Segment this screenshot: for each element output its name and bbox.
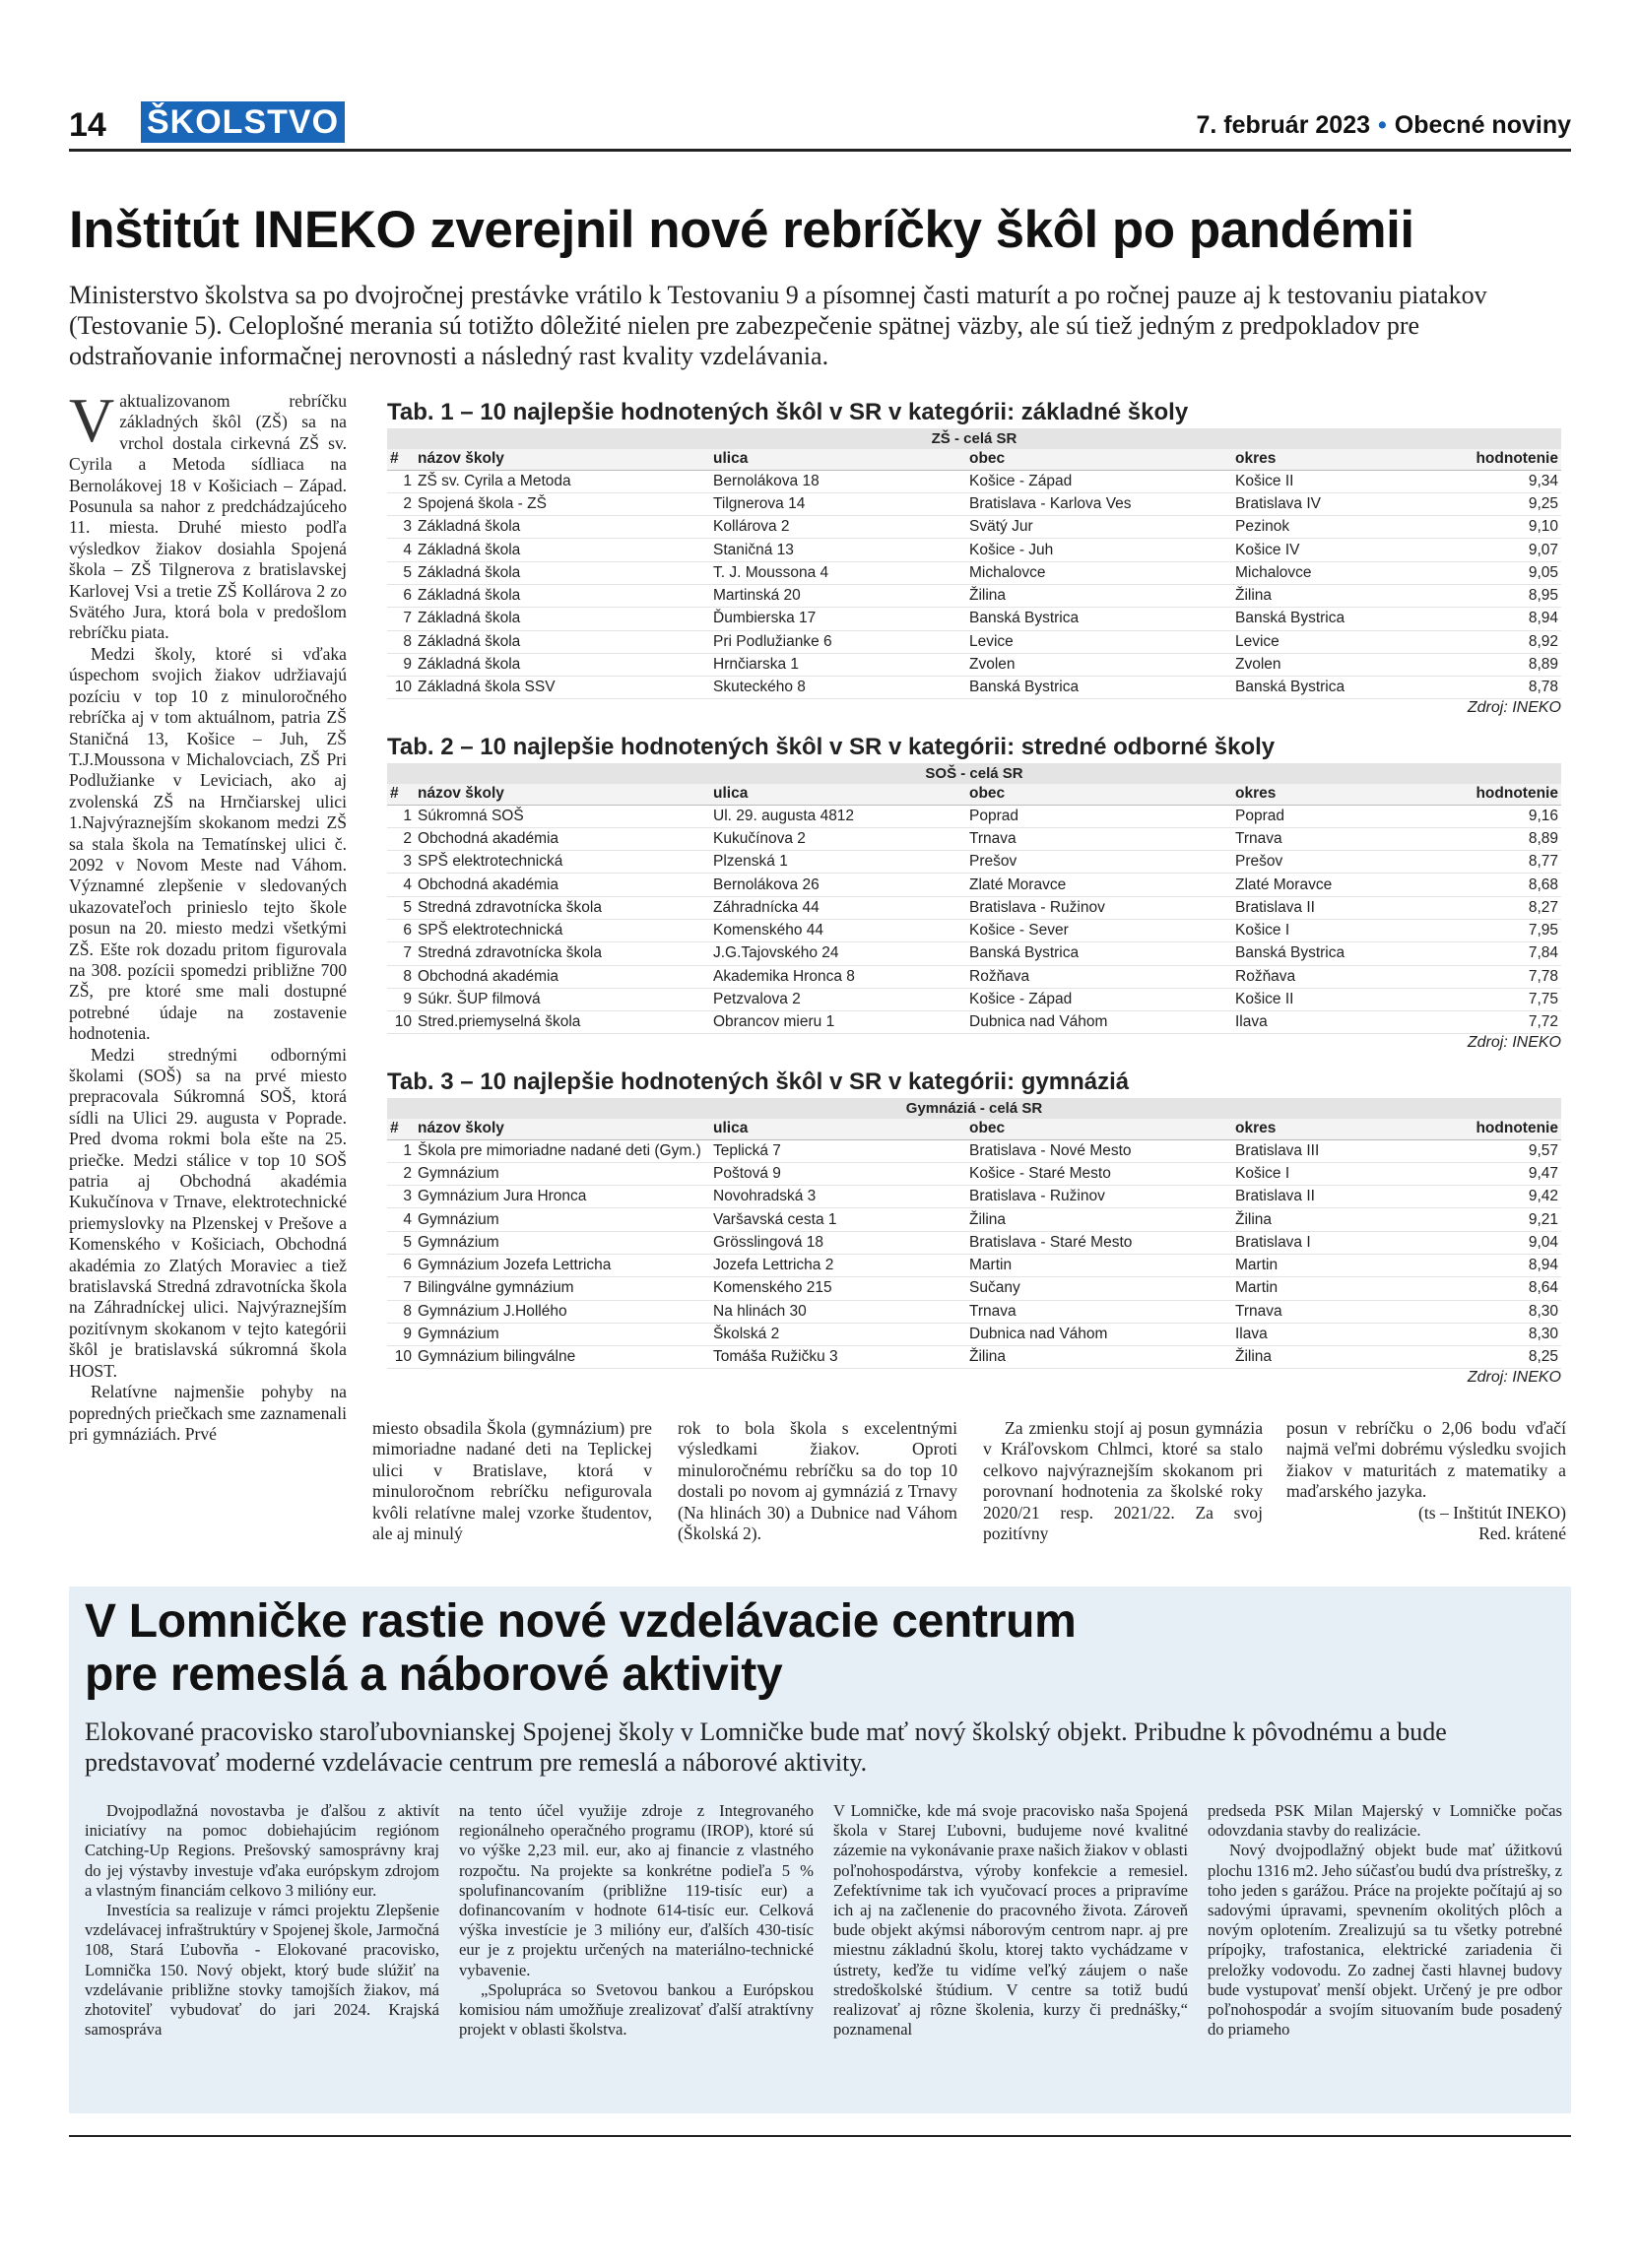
- table-cell: Levice: [966, 630, 1232, 653]
- table-row: [387, 1011, 1561, 1034]
- table-cell: Gymnázium Jura Hronca: [415, 1186, 710, 1208]
- column-header: názov školy: [415, 784, 710, 805]
- issue-date: 7. február 2023: [1196, 111, 1371, 139]
- table-cell: Žilina: [1232, 1208, 1464, 1231]
- table-cell: Bratislava I: [1232, 1231, 1464, 1254]
- table-cell: Levice: [1232, 630, 1464, 653]
- table-cell: ZŠ sv. Cyrila a Metoda: [415, 470, 710, 492]
- header-rule: [69, 149, 1571, 152]
- table-cell: Banská Bystrica: [966, 942, 1232, 965]
- table-row: [387, 965, 1561, 988]
- table-cell: 8: [387, 630, 415, 653]
- table-cell: Ďumbierska 17: [710, 608, 966, 630]
- table-row: [387, 1208, 1561, 1231]
- article2-column-1: Dvojpodlažná novostavba je ďalšou z aktivít iniciatívy na pomoc dobiehajúcim regiónom Catching-Up Regions. Prešovský samosprávny kraj do jej výstavby investuje vďaka európskym zdrojom a vlastným financiám celkovo 3 milióny eur. Investícia sa realizuje v rámci projektu Zlepšenie vzdelávacej infraštruktúry v Spojenej škole, Jarmočná 108, Stará Ľubovňa - Elokované pracovisko, Lomnička 150. Nový objekt, ktorý bude slúžiť na vzdelávanie približne stovky tamojších žiakov, má zhotoviteľ vybudovať do jari 2024. Krajská samospráva: [85, 1801, 439, 2040]
- table-row: [387, 516, 1561, 539]
- table-cell: Základná škola: [415, 516, 710, 539]
- table-subtitle: ZŠ - celá SR: [387, 428, 1561, 449]
- table-cell: Pri Podlužianke 6: [710, 630, 966, 653]
- page-number: 14: [69, 106, 106, 144]
- table-row: [387, 539, 1561, 561]
- table-cell: 7,78: [1464, 965, 1561, 988]
- table-cell: 9: [387, 653, 415, 676]
- table-cell: Základná škola: [415, 539, 710, 561]
- table-cell: Banská Bystrica: [966, 608, 1232, 630]
- footer-rule: [69, 2135, 1571, 2137]
- article1-para-3: Medzi strednými odbornými školami (SOŠ) sa na prvé miesto prepracovala Súkromná SOŠ, ktorá sídli na Ulici 29. augusta v Poprade. Pred dvoma rokmi bola ešte na 25. priečke. Medzi stálice v top 10 SOŠ patria aj Obchodná akadémia Kukučínova v Trnave, elektrotechnické priemyslovky na Plzenskej v Prešove a Komenského v Košiciach, Obchodná akadémia zo Zlatých Moraviec a tiež bratislavská Stredná zdravotnícka škola na Záhradníckej ulici. Najvýraznejším pozitívnym skokanom v tejto kategórii škôl je bratislavská súkromná škola HOST.: [69, 1044, 347, 1381]
- table-cell: 8,94: [1464, 1254, 1561, 1276]
- table-cell: Na hlinách 30: [710, 1300, 966, 1323]
- table-header-row: [387, 1119, 1561, 1139]
- table-cell: 10: [387, 1011, 415, 1034]
- table-cell: 8,95: [1464, 584, 1561, 607]
- table-cell: Základná škola: [415, 630, 710, 653]
- table-cell: Žilina: [1232, 584, 1464, 607]
- table-cell: Základná škola: [415, 608, 710, 630]
- table-cell: Jozefa Lettricha 2: [710, 1254, 966, 1276]
- table-row: [387, 805, 1561, 827]
- table-cell: T. J. Moussona 4: [710, 561, 966, 584]
- table-cell: Záhradnícka 44: [710, 896, 966, 919]
- table-cell: Bratislava - Ružinov: [966, 896, 1232, 919]
- table-cell: J.G.Tajovského 24: [710, 942, 966, 965]
- article1-column-5: posun v rebríčku o 2,06 bodu vďačí najmä veľmi dobrému výsledku svojich žiakov v maturitách z matematiky a maďarského jazyka. (ts – Inštitút INEKO) Red. krátené: [1286, 1418, 1566, 1544]
- table-cell: 3: [387, 516, 415, 539]
- table-cell: 9,57: [1464, 1139, 1561, 1162]
- table-cell: 8: [387, 965, 415, 988]
- table-cell: Základná škola: [415, 653, 710, 676]
- table-cell: Žilina: [966, 1208, 1232, 1231]
- table-row: [387, 1300, 1561, 1323]
- table-row: [387, 1277, 1561, 1300]
- table-cell: Trnava: [966, 827, 1232, 850]
- column-header: ulica: [710, 449, 966, 470]
- ranking-table-3: [387, 1069, 1561, 1387]
- table-cell: 9: [387, 1323, 415, 1345]
- table-cell: Komenského 215: [710, 1277, 966, 1300]
- article1-column-3: rok to bola škola s excelentnými výsledkami žiakov. Oproti minuloročnému rebríčku sa do top 10 dostali po novom aj gymnáziá z Trnavy (Na hlinách 30) a Dubnice nad Váhom (Školská 2).: [678, 1418, 957, 1544]
- table-cell: 10: [387, 677, 415, 699]
- table-cell: Komenského 44: [710, 919, 966, 941]
- table-title: Tab. 3 – 10 najlepšie hodnotených škôl v SR v kategórii: gymnáziá: [387, 1069, 1130, 1095]
- table-source: Zdroj: INEKO: [1467, 1369, 1561, 1387]
- table-cell: 8,92: [1464, 630, 1561, 653]
- table-cell: Novohradská 3: [710, 1186, 966, 1208]
- table-cell: 4: [387, 539, 415, 561]
- table-cell: Gymnázium Jozefa Lettricha: [415, 1254, 710, 1276]
- table-cell: Tomáša Ružičku 3: [710, 1346, 966, 1369]
- table-cell: Spojená škola - ZŠ: [415, 492, 710, 515]
- issue-info: [1197, 111, 1571, 140]
- table-cell: Košice I: [1232, 919, 1464, 941]
- table-cell: Košice - Juh: [966, 539, 1232, 561]
- table-row: [387, 1346, 1561, 1369]
- table-cell: Zlaté Moravce: [1232, 874, 1464, 896]
- table-cell: Stredná zdravotnícka škola: [415, 942, 710, 965]
- table-cell: Martin: [1232, 1277, 1464, 1300]
- rankings-table: [387, 449, 1561, 699]
- table-cell: Žilina: [966, 584, 1232, 607]
- table-cell: Bilingválne gymnázium: [415, 1277, 710, 1300]
- table-cell: Michalovce: [1232, 561, 1464, 584]
- table-cell: Škola pre mimoriadne nadané deti (Gym.): [415, 1139, 710, 1162]
- table-cell: Košice - Západ: [966, 470, 1232, 492]
- table-cell: Banská Bystrica: [966, 677, 1232, 699]
- table-row: [387, 1254, 1561, 1276]
- table-header-row: [387, 784, 1561, 805]
- table-row: [387, 896, 1561, 919]
- table-cell: Pezinok: [1232, 516, 1464, 539]
- table-cell: Obchodná akadémia: [415, 965, 710, 988]
- paper-name: Obecné noviny: [1394, 111, 1571, 139]
- table-cell: 6: [387, 919, 415, 941]
- table-cell: 7: [387, 608, 415, 630]
- table-cell: Prešov: [1232, 851, 1464, 874]
- table-cell: Trnava: [966, 1300, 1232, 1323]
- table-cell: Základná škola: [415, 561, 710, 584]
- table-cell: Zlaté Moravce: [966, 874, 1232, 896]
- table-cell: Bratislava IV: [1232, 492, 1464, 515]
- article1-lead: Ministerstvo školstva sa po dvojročnej prestávke vrátilo k Testovaniu 9 a písomnej časti maturít a po ročnej pauze aj k testovaniu piatakov (Testovanie 5). Celoplošné merania sú totižto dôležité nielen pre zabezpečenie spätnej väzby, ale sú tiež jedným z predpokladov pre odstraňovanie informačnej nerovnosti a následný rast kvality vzdelávania.: [69, 281, 1487, 370]
- table-subtitle: Gymnáziá - celá SR: [387, 1098, 1561, 1119]
- drop-cap: V: [69, 385, 115, 455]
- table-cell: Martin: [1232, 1254, 1464, 1276]
- column-header: obec: [966, 784, 1232, 805]
- table-cell: Banská Bystrica: [1232, 677, 1464, 699]
- article1-para-4: Relatívne najmenšie pohyby na popredných priečkach sme zaznamenali pri gymnáziách. Prvé: [69, 1382, 347, 1444]
- article1-title: Inštitút INEKO zverejnil nové rebríčky škôl po pandémii: [69, 201, 1414, 259]
- table-cell: 4: [387, 874, 415, 896]
- table-title: Tab. 2 – 10 najlepšie hodnotených škôl v SR v kategórii: stredné odborné školy: [387, 734, 1276, 760]
- table-row: [387, 1139, 1561, 1162]
- table-cell: 7: [387, 1277, 415, 1300]
- article1-column-2: miesto obsadila Škola (gymnázium) pre mimoriadne nadané deti na Teplickej ulici v Bratislave, ktorá v minuloročnom rebríčku nefigurovala kvôli relatívne malej vzorke študentov, ale aj minulý: [372, 1418, 652, 1544]
- table-cell: Obchodná akadémia: [415, 874, 710, 896]
- table-subtitle: SOŠ - celá SR: [387, 763, 1561, 784]
- table-cell: Košice - Sever: [966, 919, 1232, 941]
- table-cell: 8,77: [1464, 851, 1561, 874]
- table-cell: Gymnázium: [415, 1231, 710, 1254]
- article2-lead: Elokované pracovisko staroľubovnianskej Spojenej školy v Lomničke bude mať nový školský objekt. Pribudne k pôvodnému a bude predstavovať moderné vzdelávacie centrum pre remeslá a náborové aktivity.: [85, 1717, 1447, 1777]
- table-cell: Poprad: [1232, 805, 1464, 827]
- table-row: [387, 561, 1561, 584]
- table-row: [387, 851, 1561, 874]
- column-header: #: [387, 449, 415, 470]
- column-header: okres: [1232, 784, 1464, 805]
- table-cell: 8,25: [1464, 1346, 1561, 1369]
- table-cell: 7,95: [1464, 919, 1561, 941]
- table-cell: Zvolen: [966, 653, 1232, 676]
- article1-source: (ts – Inštitút INEKO): [1417, 1502, 1566, 1523]
- table-cell: Trnava: [1232, 1300, 1464, 1323]
- table-cell: Gymnázium: [415, 1323, 710, 1345]
- table-cell: Banská Bystrica: [1232, 942, 1464, 965]
- table-cell: 9,16: [1464, 805, 1561, 827]
- separator-dot: •: [1378, 111, 1387, 139]
- table-cell: Bernolákova 26: [710, 874, 966, 896]
- table-cell: Kukučínova 2: [710, 827, 966, 850]
- article2-column-3: V Lomničke, kde má svoje pracovisko naša Spojená škola v Starej Ľubovni, budujeme nové kvalitné zázemie na vykonávanie praxe našich žiakov v oblasti poľnohospodárstva, výroby konfekcie a remesiel. Zefektívnime tak ich vyučovací proces a pripravíme ich aj na začlenenie do pracovného života. Zároveň bude objekt akýmsi náborovým centrom napr. aj pre miestnu základnú školu, ktorej takto vychádzame v ústrety, keďže tu vidíme veľký záujem o naše stredoškolské štúdium. V centre sa totiž budú realizovať aj rôzne školenia, kurzy či prednášky,“ poznamenal: [833, 1801, 1188, 2040]
- article2-title: V Lomničke rastie nové vzdelávacie centrum pre remeslá a náborové aktivity: [85, 1595, 1077, 1701]
- column-header: #: [387, 784, 415, 805]
- table-cell: 2: [387, 1162, 415, 1185]
- table-cell: 7: [387, 942, 415, 965]
- article1-column-4: Za zmienku stojí aj posun gymnázia v Kráľovskom Chlmci, ktoré sa stalo celkovo najvýraznejším skokanom pri porovnaní hodnotenia za školské roky 2020/21 resp. 2021/22. Za svoj pozitívny: [983, 1418, 1263, 1544]
- table-cell: Gymnázium: [415, 1162, 710, 1185]
- table-cell: 2: [387, 492, 415, 515]
- article2-column-4: predseda PSK Milan Majerský v Lomničke počas odovzdania stavby do realizácie. Nový dvojpodlažný objekt bude mať úžitkovú plochu 1316 m2. Jeho súčasťou budú dva prístrešky, z toho jeden s garážou. Práce na projekte počítajú aj so sadovými úpravami, spevnením okolitých plôch a novým oplotením. Zrealizujú sa tu všetky potrebné prípojky, trafostanica, elektrické zariadenia či preložky vodovodu. Zo zadnej časti hlavnej budovy bude vystupovať menší objekt. Určený je pre odbor poľnohospodár a svojím situovaním bude posadený do priameho: [1208, 1801, 1562, 2040]
- column-header: okres: [1232, 1119, 1464, 1139]
- table-cell: Zvolen: [1232, 653, 1464, 676]
- ranking-table-2: [387, 734, 1561, 1052]
- table-cell: Poprad: [966, 805, 1232, 827]
- column-header: hodnotenie: [1464, 1119, 1561, 1139]
- table-cell: 9: [387, 988, 415, 1010]
- table-cell: Bratislava - Ružinov: [966, 1186, 1232, 1208]
- table-row: [387, 988, 1561, 1010]
- table-cell: 5: [387, 1231, 415, 1254]
- table-cell: 1: [387, 1139, 415, 1162]
- table-cell: Bratislava III: [1232, 1139, 1464, 1162]
- article1-column-1: [69, 385, 347, 1445]
- table-cell: 9,42: [1464, 1186, 1561, 1208]
- table-cell: 8,64: [1464, 1277, 1561, 1300]
- table-cell: 9,07: [1464, 539, 1561, 561]
- table-cell: 6: [387, 584, 415, 607]
- table-cell: Bratislava - Staré Mesto: [966, 1231, 1232, 1254]
- table-row: [387, 492, 1561, 515]
- table-cell: 8,94: [1464, 608, 1561, 630]
- table-cell: 7,75: [1464, 988, 1561, 1010]
- table-row: [387, 942, 1561, 965]
- table-cell: Ilava: [1232, 1323, 1464, 1345]
- article1-para-2: Medzi školy, ktoré si vďaka úspechom svojich žiakov udržiavajú pozíciu v top 10 z minuloročného rebríčka aj v tom aktuálnom, patria ZŠ Staničná 13, Košice – Juh, ZŠ T.J.Moussona v Michalovciach, ZŠ Pri Podlužianke v Leviciach, ako aj zvolenská ZŠ na Hrnčiarskej ulici 1.Najvýraznejším skokanom medzi ZŠ sa stala škola na Tematínskej ulici č. 2092 v Novom Meste nad Váhom. Významné zlepšenie v sledovaných ukazovateľoch prinieslo tejto škole posun na 20. miesto medzi všetkými ZŠ. Ešte rok dozadu pritom figurovala na 308. pozícii spomedzi približne 700 ZŠ, pre ktoré sme mali dostupné potrebné údaje na zostavenie hodnotenia.: [69, 643, 347, 1044]
- rankings-table: [387, 1119, 1561, 1369]
- table-cell: 9,05: [1464, 561, 1561, 584]
- column-header: obec: [966, 1119, 1232, 1139]
- table-cell: Trnava: [1232, 827, 1464, 850]
- table-cell: Základná škola SSV: [415, 677, 710, 699]
- table-cell: Varšavská cesta 1: [710, 1208, 966, 1231]
- table-cell: 10: [387, 1346, 415, 1369]
- table-cell: Gymnázium: [415, 1208, 710, 1231]
- table-cell: Banská Bystrica: [1232, 608, 1464, 630]
- table-cell: 2: [387, 827, 415, 850]
- table-cell: Skuteckého 8: [710, 677, 966, 699]
- table-cell: 8,27: [1464, 896, 1561, 919]
- table-cell: Hrnčiarska 1: [710, 653, 966, 676]
- table-cell: Bernolákova 18: [710, 470, 966, 492]
- table-cell: Žilina: [1232, 1346, 1464, 1369]
- table-cell: Súkr. ŠUP filmová: [415, 988, 710, 1010]
- table-cell: Petzvalova 2: [710, 988, 966, 1010]
- table-cell: Kollárova 2: [710, 516, 966, 539]
- table-cell: 8,78: [1464, 677, 1561, 699]
- table-row: [387, 1323, 1561, 1345]
- table-row: [387, 630, 1561, 653]
- table-cell: Prešov: [966, 851, 1232, 874]
- table-cell: Gymnázium J.Hollého: [415, 1300, 710, 1323]
- table-cell: Teplická 7: [710, 1139, 966, 1162]
- table-cell: 4: [387, 1208, 415, 1231]
- table-cell: Gymnázium bilingválne: [415, 1346, 710, 1369]
- table-cell: Plzenská 1: [710, 851, 966, 874]
- table-cell: Rožňava: [1232, 965, 1464, 988]
- table-cell: Košice - Staré Mesto: [966, 1162, 1232, 1185]
- table-cell: Dubnica nad Váhom: [966, 1323, 1232, 1345]
- column-header: ulica: [710, 784, 966, 805]
- table-cell: 9,34: [1464, 470, 1561, 492]
- table-row: [387, 677, 1561, 699]
- table-cell: 7,84: [1464, 942, 1561, 965]
- table-cell: SPŠ elektrotechnická: [415, 919, 710, 941]
- column-header: #: [387, 1119, 415, 1139]
- rankings-table: [387, 784, 1561, 1034]
- table-cell: Staničná 13: [710, 539, 966, 561]
- article2-column-2: na tento účel využije zdroje z Integrovaného regionálneho operačného programu (IROP), ktoré sú vo výške 2,23 mil. eur, ako aj financie z vlastného rozpočtu. Na projekte sa konkrétne podieľa 5 % spolufinancovaním (približne 119-tisíc eur) a dofinancovaním v hodnote 614-tisíc eur. Celková výška investície je 3 milióny eur, ďalších 430-tisíc eur je z projektu určených na materiálno-technické vybavenie. „Spolupráca so Svetovou bankou a Európskou komisiou nám umožňuje zrealizovať ďalší atraktívny projekt v oblasti školstva.: [459, 1801, 814, 2040]
- table-row: [387, 653, 1561, 676]
- column-header: ulica: [710, 1119, 966, 1139]
- table-cell: Obchodná akadémia: [415, 827, 710, 850]
- table-row: [387, 1186, 1561, 1208]
- table-row: [387, 470, 1561, 492]
- table-cell: 8,30: [1464, 1323, 1561, 1345]
- table-cell: 9,47: [1464, 1162, 1561, 1185]
- table-cell: 8: [387, 1300, 415, 1323]
- table-header-row: [387, 449, 1561, 470]
- table-cell: 7,72: [1464, 1011, 1561, 1034]
- table-row: [387, 874, 1561, 896]
- table-cell: 1: [387, 805, 415, 827]
- table-cell: Školská 2: [710, 1323, 966, 1345]
- column-header: názov školy: [415, 1119, 710, 1139]
- table-cell: Košice II: [1232, 988, 1464, 1010]
- table-row: [387, 608, 1561, 630]
- table-cell: Martinská 20: [710, 584, 966, 607]
- table-cell: 5: [387, 896, 415, 919]
- column-header: názov školy: [415, 449, 710, 470]
- table-cell: Tilgnerova 14: [710, 492, 966, 515]
- table-cell: Košice II: [1232, 470, 1464, 492]
- table-cell: Základná škola: [415, 584, 710, 607]
- table-cell: Košice I: [1232, 1162, 1464, 1185]
- table-cell: Poštová 9: [710, 1162, 966, 1185]
- column-header: hodnotenie: [1464, 449, 1561, 470]
- table-cell: SPŠ elektrotechnická: [415, 851, 710, 874]
- table-cell: 8,30: [1464, 1300, 1561, 1323]
- column-header: obec: [966, 449, 1232, 470]
- article1-editor-note: Red. krátené: [1478, 1523, 1566, 1544]
- table-cell: 1: [387, 470, 415, 492]
- table-cell: 5: [387, 561, 415, 584]
- table-source: Zdroj: INEKO: [1467, 1034, 1561, 1052]
- table-title: Tab. 1 – 10 najlepšie hodnotených škôl v SR v kategórii: základné školy: [387, 399, 1189, 425]
- table-cell: 9,04: [1464, 1231, 1561, 1254]
- table-cell: Michalovce: [966, 561, 1232, 584]
- table-cell: 6: [387, 1254, 415, 1276]
- table-cell: 8,89: [1464, 827, 1561, 850]
- table-cell: Súkromná SOŠ: [415, 805, 710, 827]
- table-row: [387, 919, 1561, 941]
- table-cell: 8,89: [1464, 653, 1561, 676]
- column-header: okres: [1232, 449, 1464, 470]
- column-header: hodnotenie: [1464, 784, 1561, 805]
- table-cell: Stredná zdravotnícka škola: [415, 896, 710, 919]
- table-row: [387, 827, 1561, 850]
- table-row: [387, 1231, 1561, 1254]
- table-cell: Bratislava - Karlova Ves: [966, 492, 1232, 515]
- table-cell: Obrancov mieru 1: [710, 1011, 966, 1034]
- ranking-table-1: [387, 399, 1561, 717]
- table-cell: 3: [387, 851, 415, 874]
- table-cell: Stred.priemyselná škola: [415, 1011, 710, 1034]
- table-cell: Grösslingová 18: [710, 1231, 966, 1254]
- table-cell: 9,25: [1464, 492, 1561, 515]
- table-cell: Bratislava II: [1232, 1186, 1464, 1208]
- table-cell: Rožňava: [966, 965, 1232, 988]
- table-source: Zdroj: INEKO: [1467, 699, 1561, 717]
- table-cell: Žilina: [966, 1346, 1232, 1369]
- table-cell: Košice IV: [1232, 539, 1464, 561]
- table-cell: Svätý Jur: [966, 516, 1232, 539]
- table-cell: Martin: [966, 1254, 1232, 1276]
- section-label: ŠKOLSTVO: [141, 101, 345, 143]
- table-cell: Ul. 29. augusta 4812: [710, 805, 966, 827]
- table-row: [387, 584, 1561, 607]
- table-cell: Bratislava II: [1232, 896, 1464, 919]
- article1-para-1: Vaktualizovanom rebríčku základných škôl (ZŠ) sa na vrchol dostala cirkevná ZŠ sv. Cyrila a Metoda sídliaca na Bernolákovej 18 v Košiciach – Západ. Posunula sa nahor z predchádzajúceho 11. miesta. Druhé miesto podľa výsledkov žiakov dosiahla Spojená škola – ZŠ Tilgnerova z bratislavskej Karlovej Vsi a tretie ZŠ Kollárova 2 zo Svätého Jura, ktorá bola v predošlom rebríčku piata.: [69, 385, 347, 643]
- table-cell: 8,68: [1464, 874, 1561, 896]
- table-row: [387, 1162, 1561, 1185]
- table-cell: Dubnica nad Váhom: [966, 1011, 1232, 1034]
- table-cell: Sučany: [966, 1277, 1232, 1300]
- table-cell: Košice - Západ: [966, 988, 1232, 1010]
- table-cell: Ilava: [1232, 1011, 1464, 1034]
- table-cell: 9,21: [1464, 1208, 1561, 1231]
- table-cell: Bratislava - Nové Mesto: [966, 1139, 1232, 1162]
- table-cell: 9,10: [1464, 516, 1561, 539]
- table-cell: Akademika Hronca 8: [710, 965, 966, 988]
- table-cell: 3: [387, 1186, 415, 1208]
